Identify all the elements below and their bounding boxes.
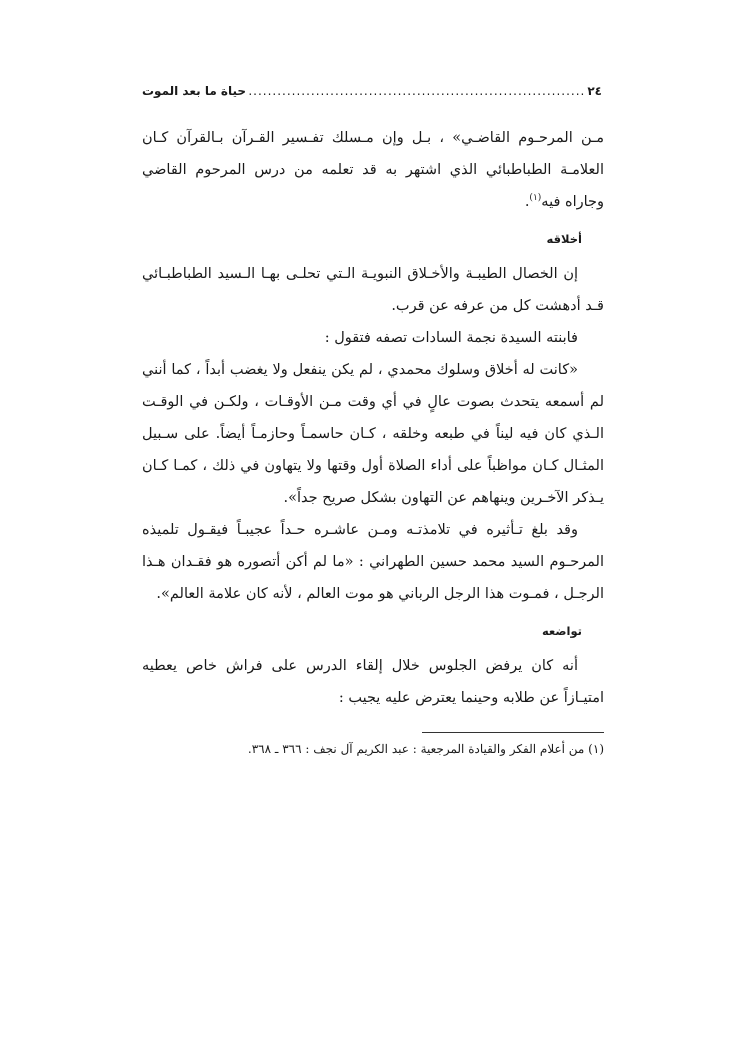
paragraph-5: وقد بلغ تـأثيره في تلامذتـه ومـن عاشـره حـداً عجيبـاً فيقـول تلميذه المرحـوم السيد محمد حسين الطهراني : «ما لم أكن أتصوره هو فقـدان هـذا الرجـل ، فمـوت هذا الرجل الرباني هو موت العالم ، لأنه كان علامة العالم». [142, 522, 604, 602]
paragraph-3: فابنته السيدة نجمة السادات تصفه فتقول : [324, 330, 578, 346]
paragraph-6: أنه كان يرفض الجلوس خلال إلقاء الدرس على فراش خاص يعطيه امتيـازاً عن طلابه وحينما يعترض عليه يجيب : [142, 658, 604, 706]
book-title: حياة ما بعد الموت [142, 84, 247, 98]
footnote-ref: (١) [529, 193, 542, 204]
paragraph-1-text: مـن المرحـوم القاضـي» ، بـل وإن مـسلك تفـسير القـرآن بـالقرآن كـان العلامـة الطباطبائي الذي اشتهر به قد تعلمه من درس المرحوم القاضي وجاراه فيه [142, 130, 604, 210]
paragraph-1-end: . [524, 194, 530, 210]
header-leader-dots [246, 84, 587, 98]
paragraph-1 [142, 122, 604, 218]
paragraph-2: إن الخصال الطيبـة والأخـلاق النبويـة الـتي تحلـى بهـا الـسيد الطباطبـائي قـد أدهشت كل من عرفه عن قرب. [142, 266, 604, 314]
footnote-separator [422, 732, 604, 733]
running-header [142, 76, 602, 98]
body-text [142, 122, 604, 714]
section-heading-akhlaq: أخلاقه [546, 232, 582, 246]
footnote: (١) من أعلام الفكر والقيادة المرجعية : عبد الكريم آل نجف : ٣٦٦ ـ ٣٦٨. [247, 742, 604, 756]
paragraph-4-quote: «كانت له أخلاق وسلوك محمدي ، لم يكن ينفعل ولا يغضب أبداً ، كما أنني لم أسمعه يتحدث بصوت عالٍ في أي وقت مـن الأوقـات ، ولكـن في الوقـت الـذي كان فيه ليناً في طبعه وخلقه ، كـان حاسمـاً وحازمـاً أيضاً. على سـبيل المثـال كـان مواظباً على أداء الصلاة أول وقتها ولا يتهاون في ذلك ، كمـا كـان يـذكر الآخـرين وينهاهم عن التهاون بشكل صريح جداً». [142, 362, 604, 506]
section-heading-tawadu: تواضعه [541, 624, 582, 638]
page-number: ٢٤ [587, 84, 602, 98]
